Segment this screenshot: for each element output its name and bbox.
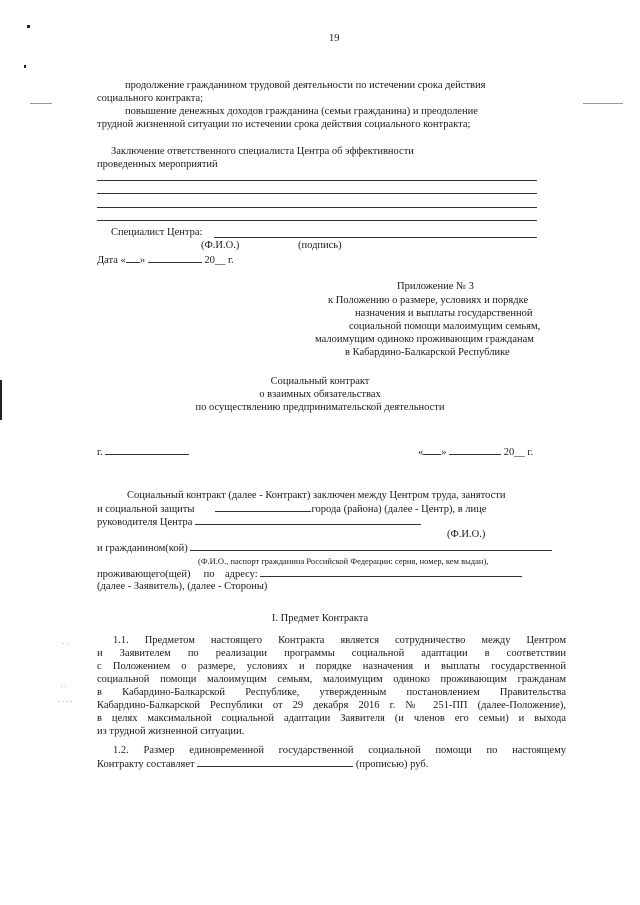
clause-1-1-line: и Заявителем по реализации программы социальной адаптации в соответствии — [97, 648, 566, 659]
continuation-line: трудной жизненной ситуации по истечении срока действия социального контракта; — [97, 119, 471, 130]
date-line — [97, 253, 234, 267]
appendix-title: Приложение № 3 — [397, 281, 474, 292]
clause-1-1-line: в целях максимальной социальной адаптации Заявителя (и членов его семьи) и выхода — [97, 713, 566, 724]
scan-mark — [27, 25, 30, 28]
clause-1-1-line: 1.1. Предметом настоящего Контракта является сотрудничество между Центром — [113, 635, 566, 646]
citizen-field[interactable] — [190, 541, 552, 551]
page-number: 19 — [329, 33, 340, 44]
address-label: адресу: — [224, 569, 258, 580]
scan-mark — [0, 380, 2, 420]
intro-line: Социальный контракт (далее - Контракт) заключен между Центром труда, занятости — [127, 490, 506, 501]
intro-line — [97, 515, 421, 529]
appendix-line: в Кабардино-Балкарской Республике — [345, 347, 510, 358]
scan-mark — [24, 65, 26, 68]
date-prefix: Дата « — [97, 255, 126, 266]
contract-subtitle: о взаимных обязательствах — [259, 389, 381, 400]
fio-caption: (Ф.И.О.) — [201, 240, 240, 251]
scan-dash — [583, 103, 623, 104]
contract-title: Социальный контракт — [270, 376, 370, 387]
contract-date — [418, 445, 533, 459]
fio-caption: (Ф.И.О.) — [447, 529, 486, 540]
continuation-line: повышение денежных доходов гражданина (семьи гражданина) и преодоление — [125, 106, 478, 117]
city-label: г. — [97, 447, 103, 458]
intro-line — [97, 567, 522, 581]
date-close: » — [441, 447, 447, 458]
specialist-field[interactable] — [214, 237, 537, 238]
city-field[interactable] — [105, 445, 189, 455]
contract-day-field[interactable] — [423, 445, 441, 455]
section-title: I. Предмет Контракта — [271, 613, 369, 624]
residing-label: проживающего(щей) — [97, 569, 191, 580]
amount-label: Контракту составляет — [97, 759, 195, 770]
specialist-label: Специалист Центра: — [111, 227, 203, 238]
scan-noise: · · — [62, 640, 69, 648]
continuation-line: продолжение гражданином трудовой деятельности по истечении срока действия — [125, 80, 486, 91]
intro-org: и социальной защиты — [97, 504, 195, 515]
intro-line: (далее - Заявитель), (далее - Стороны) — [97, 581, 268, 592]
signature-caption: (подпись) — [298, 240, 342, 251]
intro-line — [97, 541, 552, 555]
amount-words: (прописью) руб. — [355, 759, 429, 770]
continuation-line: социального контракта; — [97, 93, 204, 104]
date-year: 20__ г. — [204, 255, 234, 266]
scan-noise: · · — [60, 683, 67, 691]
conclusion-blank-line[interactable] — [97, 220, 537, 221]
intro-city: города (района) (далее - Центр), в лице — [311, 504, 487, 515]
citizen-label: и гражданином(кой) — [97, 543, 188, 554]
date-day-field[interactable] — [126, 253, 140, 263]
date-mid: » — [139, 255, 146, 266]
place-line — [97, 445, 189, 459]
appendix-line: малоимущим одиноко проживающим гражданам — [315, 334, 534, 345]
clause-1-1-line: с Положением о размере, условиях и порядке назначения и выплаты государственной — [97, 661, 566, 672]
clause-1-2-line: 1.2. Размер единовременной государственной социальной помощи по настоящему — [113, 745, 566, 756]
clause-1-1-line: социальной помощи малоимущим семьям, малоимущим одиноко проживающим гражданам — [97, 674, 566, 685]
contract-year: 20__ г. — [503, 447, 534, 458]
conclusion-blank-line[interactable] — [97, 207, 537, 208]
residing-po: по — [203, 569, 215, 580]
address-field[interactable] — [260, 567, 522, 577]
appendix-line: к Положению о размере, условиях и порядке — [328, 295, 529, 306]
appendix-line: назначения и выплаты государственной — [355, 308, 533, 319]
clause-1-2-line — [97, 757, 428, 771]
amount-field[interactable] — [197, 757, 353, 767]
conclusion-heading: проведенных мероприятий — [97, 159, 218, 170]
clause-1-1-line: Кабардино-Балкарской Республики от 29 декабря 2016 г. № 251-ПП (далее-Положение), — [97, 700, 566, 711]
appendix-line: социальной помощи малоимущим семьям, — [349, 321, 541, 332]
director-field[interactable] — [195, 515, 421, 525]
conclusion-heading: Заключение ответственного специалиста Центра об эффективности — [111, 146, 414, 157]
clause-1-1-line: в Кабардино-Балкарской Республике, утвержденным постановлением Правительства — [97, 687, 566, 698]
city-district-field[interactable] — [215, 502, 311, 512]
scan-dash — [30, 103, 52, 104]
date-month-field[interactable] — [148, 253, 202, 263]
director-label: руководителя Центра — [97, 517, 193, 528]
clause-1-1-line: из трудной жизненной ситуации. — [97, 726, 245, 737]
passport-caption: (Ф.И.О., паспорт гражданина Российской Федерации: серия, номер, кем выдан), — [198, 556, 489, 566]
contract-month-field[interactable] — [449, 445, 501, 455]
intro-line — [97, 502, 486, 516]
date-open: « — [418, 447, 424, 458]
contract-subtitle: по осуществлению предпринимательской деятельности — [195, 402, 445, 413]
conclusion-blank-line[interactable] — [97, 193, 537, 194]
conclusion-blank-line[interactable] — [97, 180, 537, 181]
scan-noise: · · · · — [58, 698, 73, 706]
